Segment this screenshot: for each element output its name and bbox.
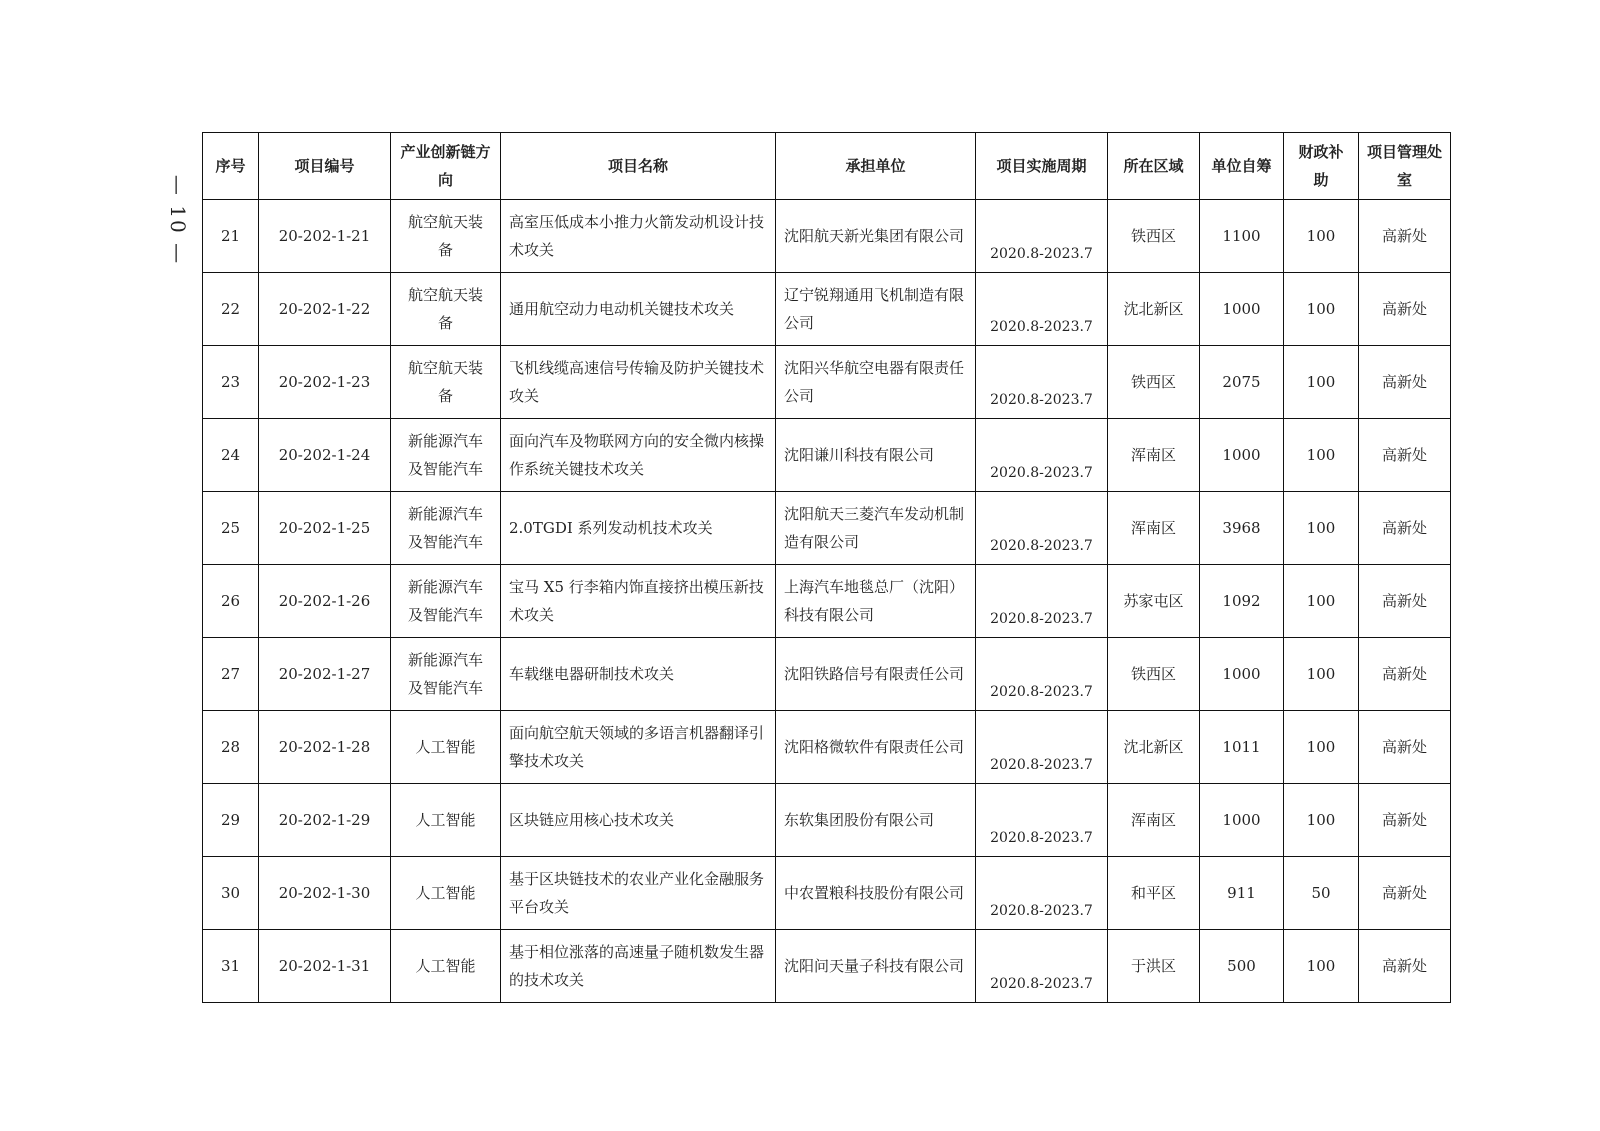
- cell-self-funding: 2075: [1200, 346, 1284, 419]
- cell-project-name: 面向航空航天领域的多语言机器翻译引擎技术攻关: [501, 711, 776, 784]
- cell-seq: 29: [203, 784, 259, 857]
- cell-management-office: 高新处: [1359, 346, 1451, 419]
- cell-industry-direction: 新能源汽车及智能汽车: [391, 638, 501, 711]
- cell-project-code: 20-202-1-26: [259, 565, 391, 638]
- cell-self-funding: 1000: [1200, 273, 1284, 346]
- cell-management-office: 高新处: [1359, 273, 1451, 346]
- table-row: [203, 784, 1451, 857]
- table-row: [203, 711, 1451, 784]
- cell-undertaking-unit: 沈阳铁路信号有限责任公司: [776, 638, 976, 711]
- header-self-funding: 单位自筹: [1200, 133, 1284, 200]
- cell-industry-direction: 人工智能: [391, 784, 501, 857]
- cell-period: 2020.8-2023.7: [976, 784, 1108, 857]
- cell-project-name: 宝马 X5 行李箱内饰直接挤出模压新技术攻关: [501, 565, 776, 638]
- cell-management-office: 高新处: [1359, 711, 1451, 784]
- cell-fiscal-subsidy: 100: [1284, 346, 1359, 419]
- cell-project-name: 飞机线缆高速信号传输及防护关键技术攻关: [501, 346, 776, 419]
- cell-management-office: 高新处: [1359, 565, 1451, 638]
- cell-seq: 24: [203, 419, 259, 492]
- cell-self-funding: 3968: [1200, 492, 1284, 565]
- cell-fiscal-subsidy: 100: [1284, 492, 1359, 565]
- cell-period: 2020.8-2023.7: [976, 346, 1108, 419]
- cell-self-funding: 500: [1200, 930, 1284, 1003]
- cell-seq: 22: [203, 273, 259, 346]
- cell-industry-direction: 新能源汽车及智能汽车: [391, 492, 501, 565]
- cell-project-code: 20-202-1-25: [259, 492, 391, 565]
- cell-project-code: 20-202-1-24: [259, 419, 391, 492]
- cell-industry-direction: 人工智能: [391, 857, 501, 930]
- cell-management-office: 高新处: [1359, 492, 1451, 565]
- cell-fiscal-subsidy: 100: [1284, 200, 1359, 273]
- cell-district: 铁西区: [1108, 200, 1200, 273]
- cell-industry-direction: 航空航天装备: [391, 200, 501, 273]
- header-management-office: 项目管理处室: [1359, 133, 1451, 200]
- table-row: [203, 419, 1451, 492]
- cell-management-office: 高新处: [1359, 419, 1451, 492]
- cell-self-funding: 1100: [1200, 200, 1284, 273]
- cell-industry-direction: 人工智能: [391, 711, 501, 784]
- cell-district: 沈北新区: [1108, 273, 1200, 346]
- cell-undertaking-unit: 沈阳问天量子科技有限公司: [776, 930, 976, 1003]
- cell-project-name: 面向汽车及物联网方向的安全微内核操作系统关键技术攻关: [501, 419, 776, 492]
- cell-industry-direction: 人工智能: [391, 930, 501, 1003]
- table-row: [203, 638, 1451, 711]
- cell-undertaking-unit: 沈阳兴华航空电器有限责任公司: [776, 346, 976, 419]
- cell-project-code: 20-202-1-22: [259, 273, 391, 346]
- cell-fiscal-subsidy: 100: [1284, 784, 1359, 857]
- header-fiscal-subsidy: 财政补助: [1284, 133, 1359, 200]
- cell-management-office: 高新处: [1359, 930, 1451, 1003]
- cell-self-funding: 911: [1200, 857, 1284, 930]
- cell-district: 苏家屯区: [1108, 565, 1200, 638]
- cell-seq: 25: [203, 492, 259, 565]
- cell-undertaking-unit: 上海汽车地毯总厂（沈阳）科技有限公司: [776, 565, 976, 638]
- project-table: [202, 132, 1451, 1003]
- cell-period: 2020.8-2023.7: [976, 857, 1108, 930]
- cell-undertaking-unit: 沈阳航天新光集团有限公司: [776, 200, 976, 273]
- header-period: 项目实施周期: [976, 133, 1108, 200]
- cell-project-code: 20-202-1-29: [259, 784, 391, 857]
- header-undertaking-unit: 承担单位: [776, 133, 976, 200]
- cell-seq: 30: [203, 857, 259, 930]
- cell-industry-direction: 航空航天装备: [391, 273, 501, 346]
- cell-undertaking-unit: 东软集团股份有限公司: [776, 784, 976, 857]
- cell-period: 2020.8-2023.7: [976, 492, 1108, 565]
- cell-management-office: 高新处: [1359, 200, 1451, 273]
- cell-period: 2020.8-2023.7: [976, 711, 1108, 784]
- cell-project-name: 基于区块链技术的农业产业化金融服务平台攻关: [501, 857, 776, 930]
- cell-period: 2020.8-2023.7: [976, 930, 1108, 1003]
- cell-industry-direction: 新能源汽车及智能汽车: [391, 565, 501, 638]
- cell-undertaking-unit: 沈阳航天三菱汽车发动机制造有限公司: [776, 492, 976, 565]
- header-project-name: 项目名称: [501, 133, 776, 200]
- cell-project-name: 2.0TGDI 系列发动机技术攻关: [501, 492, 776, 565]
- table-header-row: [203, 133, 1451, 200]
- cell-fiscal-subsidy: 50: [1284, 857, 1359, 930]
- cell-undertaking-unit: 辽宁锐翔通用飞机制造有限公司: [776, 273, 976, 346]
- table-row: [203, 200, 1451, 273]
- page-number: — 10 —: [166, 174, 191, 266]
- cell-self-funding: 1011: [1200, 711, 1284, 784]
- cell-project-code: 20-202-1-31: [259, 930, 391, 1003]
- cell-seq: 23: [203, 346, 259, 419]
- cell-industry-direction: 新能源汽车及智能汽车: [391, 419, 501, 492]
- cell-management-office: 高新处: [1359, 784, 1451, 857]
- cell-project-name: 通用航空动力电动机关键技术攻关: [501, 273, 776, 346]
- cell-seq: 27: [203, 638, 259, 711]
- cell-period: 2020.8-2023.7: [976, 565, 1108, 638]
- cell-project-name: 高室压低成本小推力火箭发动机设计技术攻关: [501, 200, 776, 273]
- cell-district: 浑南区: [1108, 419, 1200, 492]
- cell-fiscal-subsidy: 100: [1284, 419, 1359, 492]
- cell-district: 铁西区: [1108, 346, 1200, 419]
- cell-seq: 21: [203, 200, 259, 273]
- cell-project-code: 20-202-1-21: [259, 200, 391, 273]
- cell-period: 2020.8-2023.7: [976, 200, 1108, 273]
- cell-management-office: 高新处: [1359, 857, 1451, 930]
- table-row: [203, 857, 1451, 930]
- cell-seq: 28: [203, 711, 259, 784]
- cell-fiscal-subsidy: 100: [1284, 565, 1359, 638]
- cell-undertaking-unit: 中农置粮科技股份有限公司: [776, 857, 976, 930]
- cell-industry-direction: 航空航天装备: [391, 346, 501, 419]
- cell-district: 浑南区: [1108, 492, 1200, 565]
- cell-period: 2020.8-2023.7: [976, 273, 1108, 346]
- cell-self-funding: 1000: [1200, 784, 1284, 857]
- cell-period: 2020.8-2023.7: [976, 638, 1108, 711]
- cell-self-funding: 1000: [1200, 638, 1284, 711]
- cell-district: 沈北新区: [1108, 711, 1200, 784]
- header-project-code: 项目编号: [259, 133, 391, 200]
- table-row: [203, 273, 1451, 346]
- cell-district: 和平区: [1108, 857, 1200, 930]
- table-row: [203, 565, 1451, 638]
- cell-fiscal-subsidy: 100: [1284, 273, 1359, 346]
- cell-fiscal-subsidy: 100: [1284, 930, 1359, 1003]
- cell-management-office: 高新处: [1359, 638, 1451, 711]
- cell-seq: 26: [203, 565, 259, 638]
- cell-project-code: 20-202-1-23: [259, 346, 391, 419]
- cell-project-name: 区块链应用核心技术攻关: [501, 784, 776, 857]
- cell-seq: 31: [203, 930, 259, 1003]
- cell-project-name: 车载继电器研制技术攻关: [501, 638, 776, 711]
- cell-undertaking-unit: 沈阳格微软件有限责任公司: [776, 711, 976, 784]
- cell-district: 浑南区: [1108, 784, 1200, 857]
- header-seq: 序号: [203, 133, 259, 200]
- cell-project-code: 20-202-1-30: [259, 857, 391, 930]
- cell-period: 2020.8-2023.7: [976, 419, 1108, 492]
- cell-undertaking-unit: 沈阳谦川科技有限公司: [776, 419, 976, 492]
- table-row: [203, 930, 1451, 1003]
- header-industry-direction: 产业创新链方向: [391, 133, 501, 200]
- cell-district: 于洪区: [1108, 930, 1200, 1003]
- table-row: [203, 346, 1451, 419]
- cell-fiscal-subsidy: 100: [1284, 638, 1359, 711]
- header-district: 所在区域: [1108, 133, 1200, 200]
- cell-project-code: 20-202-1-28: [259, 711, 391, 784]
- cell-fiscal-subsidy: 100: [1284, 711, 1359, 784]
- cell-self-funding: 1092: [1200, 565, 1284, 638]
- cell-district: 铁西区: [1108, 638, 1200, 711]
- cell-project-name: 基于相位涨落的高速量子随机数发生器的技术攻关: [501, 930, 776, 1003]
- cell-project-code: 20-202-1-27: [259, 638, 391, 711]
- table-row: [203, 492, 1451, 565]
- cell-self-funding: 1000: [1200, 419, 1284, 492]
